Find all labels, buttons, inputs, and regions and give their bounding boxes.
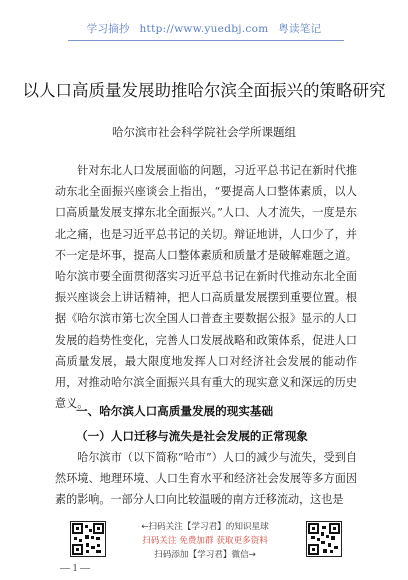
document-title: 以人口高质量发展助推哈尔滨全面振兴的策略研究 xyxy=(22,81,386,100)
subsection-heading-1-1: （一）人口迁移与流失是社会发展的正常现象 xyxy=(76,429,308,443)
header-left-text: 学习摘抄 xyxy=(86,23,130,35)
page-header xyxy=(0,21,408,36)
qr-code-icon[interactable] xyxy=(306,521,342,557)
footer-promo xyxy=(112,520,298,562)
qr-code-icon[interactable] xyxy=(70,521,106,557)
header-divider xyxy=(68,40,344,41)
promo-line-3: 扫码添加【学习君】微信→ xyxy=(154,550,256,560)
header-right-text: 粤读笔记 xyxy=(278,23,322,35)
promo-line-2: 扫码关注 免费加群 获取更多资料 xyxy=(142,536,268,546)
body-text-block-2 xyxy=(55,447,357,511)
body-text-block-1 xyxy=(55,160,357,414)
section-heading-1: 一、哈尔滨人口高质量发展的现实基础 xyxy=(76,404,274,418)
paragraph-2: 哈尔滨市（以下简称“哈市”）人口的减少与流失，受到自然环境、地理环境、人口生育水平和经济社会发展等多方面因素的影响。一部分人口向比较温暖的南方迁移流动，这也是 xyxy=(55,451,357,507)
promo-line-1: ←扫码关注【学习君】的知识星球 xyxy=(141,522,269,532)
paragraph-1: 针对东北人口发展面临的问题，习近平总书记在新时代推动东北全面振兴座谈会上指出，“要提高人口整体素质，以人口高质量发展支撑东北全面振兴。”人口、人才流失，一度是东北之痛，也是习近平总书记的关切。辩证地讲，人口少了，并不一定是坏事，提高人口整体素质和质量才是破解难题之道。哈尔滨市要全面贯彻落实习近平总书记在新时代推动东北全面振兴座谈会上讲话精神，把人口高质量发展摆到重要位置。根据《哈尔滨市第七次全国人口普查主要数据公报》显示的人口发展的趋势性变化，完善人口发展战略和政策体系，促进人口高质量发展，最大限度地发挥人口对经济社会发展的能动作用，对推动哈尔滨全面振兴具有重大的现实意义和深远的历史意义。 xyxy=(55,164,357,411)
page-number: — 1 — xyxy=(60,563,90,574)
document-author: 哈尔滨市社会科学院社会学所课题组 xyxy=(112,125,296,139)
header-url[interactable]: http://www.yuedbj.com xyxy=(139,23,269,35)
